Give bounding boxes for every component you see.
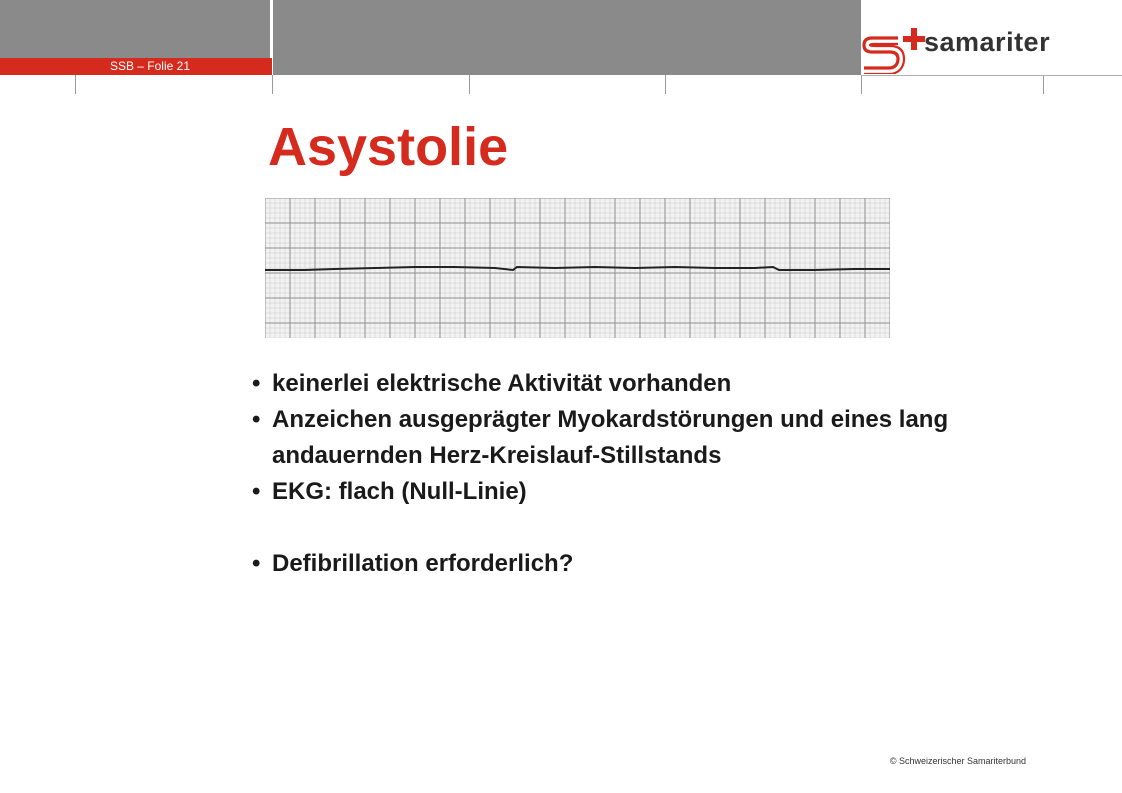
header-tick xyxy=(469,75,470,94)
header-tick xyxy=(665,75,666,94)
slide-number-label: SSB – Folie 21 xyxy=(109,59,190,73)
bullet-item: • Anzeichen ausgeprägter Myokardstörungen und eines lang andauernden Herz-Kreislauf-Stillstands xyxy=(252,406,949,469)
copyright-footer: © Schweizerischer Samariterbund xyxy=(889,756,1026,766)
header-tick xyxy=(272,75,273,94)
ecg-strip-image xyxy=(265,198,890,338)
header-rule xyxy=(862,75,1122,76)
slide-title: Asystolie xyxy=(268,117,509,177)
header-gray-band-right xyxy=(273,0,861,75)
header-tick xyxy=(75,75,76,94)
bullet-item: • Defibrillation erforderlich? xyxy=(252,550,574,577)
header-tick xyxy=(1043,75,1044,94)
bullet-item: • EKG: flach (Null-Linie) xyxy=(252,478,527,505)
bullet-list xyxy=(252,366,1092,582)
header-tick xyxy=(861,75,862,94)
header-gray-band-left xyxy=(0,0,270,58)
brand-wordmark: samariter xyxy=(924,27,1051,57)
bullet-item: • keinerlei elektrische Aktivität vorhanden xyxy=(252,370,732,397)
